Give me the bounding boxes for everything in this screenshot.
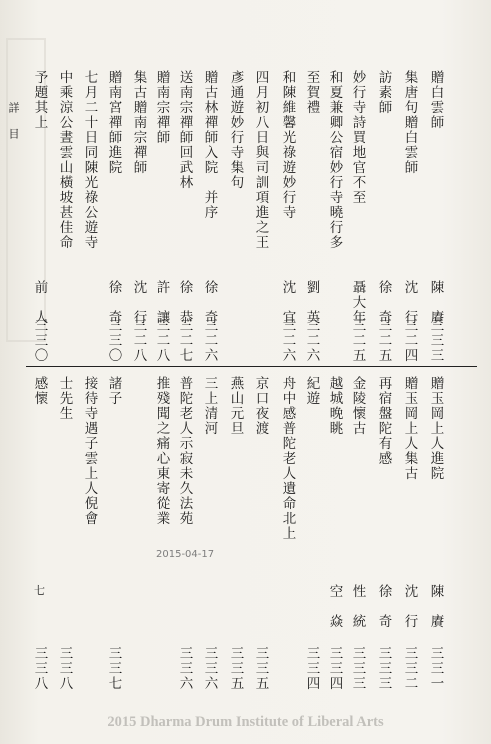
lower-author: 徐 奇 xyxy=(375,584,392,629)
upper-page-number: 三三〇 xyxy=(105,318,122,363)
upper-title: 四月初八日與司訓項進之王 xyxy=(252,70,269,250)
lower-page-number: 三三五 xyxy=(227,646,244,691)
upper-page-number: 三二八 xyxy=(153,318,170,363)
upper-title: 集唐句贈白雲師 xyxy=(401,70,418,175)
upper-title: 送南宗禪師回武林 xyxy=(176,70,193,190)
upper-title: 訪素師 xyxy=(375,70,392,115)
watermark: 2015 Dharma Drum Institute of Liberal Arts xyxy=(107,714,384,730)
lower-page-number: 三三八 xyxy=(31,646,48,691)
upper-author: 沈 宜 xyxy=(279,280,296,325)
upper-page-number: 三三三 xyxy=(427,318,444,363)
lower-title: 舟中感普陀老人遺命北上 xyxy=(279,376,296,541)
lower-title: 三上清河 xyxy=(201,376,218,436)
upper-page-number: 三三〇 xyxy=(31,318,48,363)
date-stamp: 2015-04-17 xyxy=(156,549,215,560)
upper-author: 前 人 xyxy=(31,280,48,325)
upper-title: 和陳維馨光祿遊妙行寺 xyxy=(279,70,296,220)
upper-title: 妙行寺詩買地官不至 xyxy=(349,70,366,205)
upper-title: 贈古林禪師入院 并序 xyxy=(201,70,218,220)
upper-title: 和夏兼卿公宿妙行寺曉行多 xyxy=(326,70,343,250)
lower-page-number: 三三四 xyxy=(303,646,320,691)
lower-title: 士先生 xyxy=(56,376,73,421)
upper-title: 贈南宮禪師進院 xyxy=(105,70,122,175)
upper-author: 許 讓 xyxy=(153,280,170,325)
lower-title: 金陵懷古 xyxy=(349,376,366,436)
lower-title: 贈玉岡上人進院 xyxy=(427,376,444,481)
lower-page-number: 三三三 xyxy=(349,646,366,691)
lower-title: 燕山元旦 xyxy=(227,376,244,436)
upper-author: 徐 奇 xyxy=(375,280,392,325)
upper-page-number: 三二四 xyxy=(401,318,418,363)
upper-page-number: 三二六 xyxy=(279,318,296,363)
lower-page-number: 三三八 xyxy=(56,646,73,691)
upper-page-number: 三二六 xyxy=(201,318,218,363)
lower-title: 京口夜渡 xyxy=(252,376,269,436)
lower-title: 贈玉岡上人集古 xyxy=(401,376,418,481)
upper-title: 至賀禮 xyxy=(303,70,320,115)
lower-page-number: 三三四 xyxy=(326,646,343,691)
lower-author: 性 統 xyxy=(349,584,366,629)
lower-author: 陳 賡 xyxy=(427,584,444,629)
upper-page-number: 三二八 xyxy=(130,318,147,363)
upper-author: 沈 行 xyxy=(401,280,418,325)
upper-page-number: 三二五 xyxy=(375,318,392,363)
lower-title: 普陀老人示寂未久法苑 xyxy=(176,376,193,526)
lower-page-number: 三三六 xyxy=(201,646,218,691)
upper-title: 集古贈南宗禪師 xyxy=(130,70,147,175)
upper-page-number: 三二七 xyxy=(176,318,193,363)
upper-title: 予題其上 xyxy=(31,70,48,130)
section-divider xyxy=(26,366,477,367)
lower-title: 感懷 xyxy=(31,376,48,406)
upper-title: 彥通遊妙行寺集句 xyxy=(227,70,244,190)
upper-author: 沈 行 xyxy=(130,280,147,325)
lower-title: 推殘聞之痛心東寄從業 xyxy=(153,376,170,526)
lower-author: 空 焱 xyxy=(326,584,343,629)
lower-title: 越城晚眺 xyxy=(326,376,343,436)
upper-title: 中乘涼公晝雲山橫坡甚佳命 xyxy=(56,70,73,250)
upper-title: 贈白雲師 xyxy=(427,70,444,130)
lower-title: 紀遊 xyxy=(303,376,320,406)
lower-title: 再宿盤陀有感 xyxy=(375,376,392,466)
upper-author: 劉 英 xyxy=(303,280,320,325)
lower-page-number: 三三三 xyxy=(375,646,392,691)
upper-author: 陳 賡 xyxy=(427,280,444,325)
lower-page-number: 三三六 xyxy=(176,646,193,691)
upper-page-number: 三二五 xyxy=(349,318,366,363)
upper-author: 聶大年 xyxy=(349,280,366,325)
upper-author: 徐 恭 xyxy=(176,280,193,325)
lower-title: 諸子 xyxy=(105,376,122,406)
upper-title: 七月二十日同陳光祿公遊寺 xyxy=(81,70,98,250)
lower-page-number: 三三一 xyxy=(427,646,444,691)
lower-page-number: 三三五 xyxy=(252,646,269,691)
header-label: 詳 目 xyxy=(7,102,20,141)
page-folio: 七 xyxy=(34,584,45,597)
upper-author: 徐 奇 xyxy=(105,280,122,325)
lower-page-number: 三三七 xyxy=(105,646,122,691)
lower-author: 沈 行 xyxy=(401,584,418,629)
lower-title: 接待寺遇子雲上人倪會 xyxy=(81,376,98,526)
upper-page-number: 三二六 xyxy=(303,318,320,363)
upper-title: 贈南宗禪師 xyxy=(153,70,170,145)
lower-page-number: 三三二 xyxy=(401,646,418,691)
upper-author: 徐 奇 xyxy=(201,280,218,325)
